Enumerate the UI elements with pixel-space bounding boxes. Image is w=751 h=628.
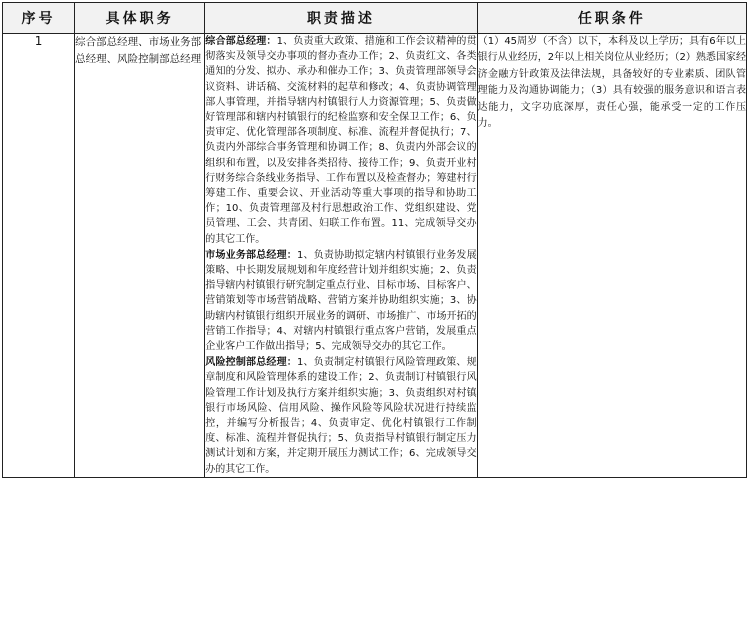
duty-paragraph-general	[205, 34, 476, 247]
job-description-table	[2, 2, 747, 478]
header-duty: 职责描述	[205, 3, 477, 34]
row-number: 1	[3, 34, 75, 478]
duty-paragraph-market	[205, 248, 476, 354]
table-header-row	[3, 3, 747, 34]
requirement-cell: （1）45周岁（不含）以下，本科及以上学历；具有6年以上银行从业经历，2年以上相关岗位从业经历；（2）熟悉国家经济金融方针政策及法律法规，具备较好的专业素质、团队管理能力及沟通协调能力；（3）具有较强的服务意识和语言表达能力，文字功底深厚，责任心强，能承受一定的工作压力。	[477, 34, 746, 478]
header-position: 具体职务	[75, 3, 205, 34]
position-cell: 综合部总经理、市场业务部总经理、风险控制部总经理	[75, 34, 205, 478]
header-no: 序号	[3, 3, 75, 34]
table-row	[3, 34, 747, 478]
duty-text-general: 1、负责重大政策、措施和工作会议精神的贯彻落实及领导交办事项的督办查办工作；2、负责红文、各类通知的分发、拟办、承办和催办工作；3、负责管理部领导会议资料、讲话稿、交流材料的起草和修改；4、负责协调管理部人事管理，并指导辖内村镇银行人力资源管理；5、负责做好管理部和辖内村镇银行的纪检监察和安全保卫工作；6、负责审定、优化管理部各项制度、标准、流程并督促执行；7、负责内外部综合事务管理和协调工作；8、负责内外部会议的组织和布置，以及安排各类招待、接待工作；9、负责开业村行财务综合条线业务指导、工作布置以及检查督办；筹建村行筹建工作、重要会议、开业活动等重大事项的指导和协助工作；10、负责管理部及村行思想政治工作、党组织建设、党员管理、工会、共青团、妇联工作布置。11、完成领导交办的其它工作。	[205, 36, 477, 245]
duty-role-risk: 风险控制部总经理：	[205, 357, 297, 369]
duty-role-market: 市场业务部总经理：	[205, 249, 297, 261]
duty-role-general: 综合部总经理：	[205, 36, 277, 47]
duty-text-market: 1、负责协助拟定辖内村镇银行业务发展策略、中长期发展规划和年度经营计划并组织实施；2、负责指导辖内村镇银行研究制定重点行业、目标市场、目标客户、营销策划等市场营销战略、营销方案并协助组织实施；3、协助辖内村镇银行组织开展业务的调研、市场推广、市场开拓的营销工作指导；4、对辖内村镇银行重点客户营销，发展重点企业客户工作做出指导；5、完成领导交办的其它工作。	[205, 249, 477, 353]
duty-cell	[205, 34, 477, 478]
duty-paragraph-risk	[205, 355, 476, 477]
duty-text-risk: 1、负责制定村镇银行风险管理政策、规章制度和风险管理体系的建设工作；2、负责制订村镇银行风险管理工作计划及执行方案并组织实施；3、负责组织对村镇银行市场风险、信用风险、操作风险等风险状况进行持续监控，并编写分析报告；4、负责审定、优化村镇银行工作制度、标准、流程并督促执行；5、负责指导村镇银行制定压力测试计划和方案，并定期开展压力测试工作；6、完成领导交办的其它工作。	[205, 357, 477, 475]
header-requirement: 任职条件	[477, 3, 746, 34]
